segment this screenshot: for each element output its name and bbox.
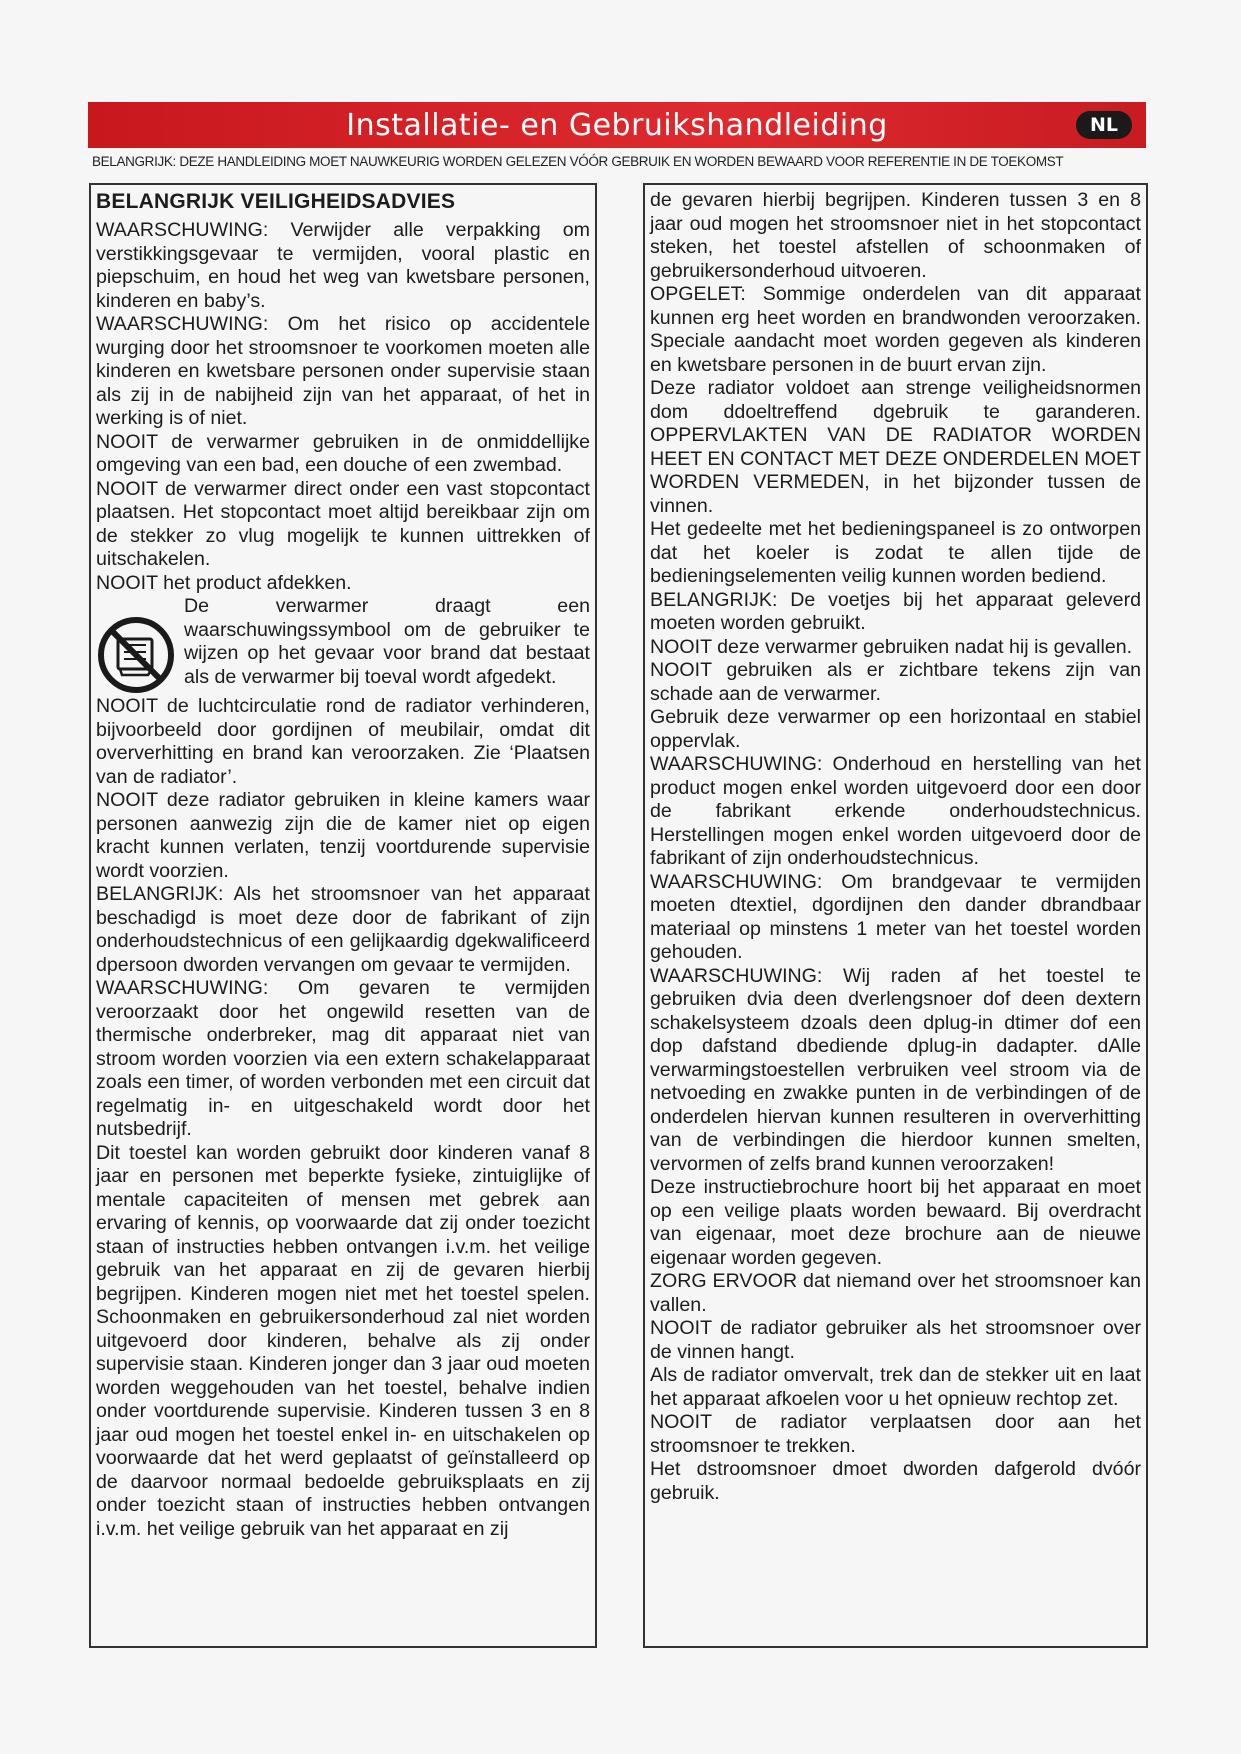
paragraph: ZORG ERVOOR dat niemand over het stroomsnoer kan vallen. bbox=[650, 1270, 1141, 1316]
paragraph: OPGELET: Sommige onderdelen van dit apparaat kunnen erg heet worden en brandwonden veroorzaken. Speciale aandacht moet worden gegeven als kinderen en kwetsbare personen in de buurt ervan zijn. bbox=[650, 283, 1141, 376]
paragraph: NOOIT de luchtcirculatie rond de radiator verhinderen, bijvoorbeeld door gordijnen of meubilair, omdat dit oververhitting en brand kan veroorzaken. Zie ‘Plaatsen van de radiator’. bbox=[96, 695, 590, 788]
paragraph: Gebruik deze verwarmer op een horizontaal en stabiel oppervlak. bbox=[650, 706, 1141, 752]
right-column bbox=[643, 183, 1148, 1648]
language-badge: NL bbox=[1076, 111, 1132, 139]
paragraph: NOOIT de radiator gebruiker als het stroomsnoer over de vinnen hangt. bbox=[650, 1317, 1141, 1363]
section-title: BELANGRIJK VEILIGHEIDSADVIES bbox=[96, 190, 456, 213]
paragraph: Als de radiator omvervalt, trek dan de stekker uit en laat het apparaat afkoelen voor u het opnieuw rechtop zet. bbox=[650, 1364, 1141, 1410]
left-column bbox=[89, 183, 597, 1648]
paragraph: WAARSCHUWING: Onderhoud en herstelling van het product mogen enkel worden uitgevoerd door een door de fabrikant erkende onderhoudstechnicus. Herstellingen mogen enkel worden uitgevoerd door de fabrikant of zijn onderhoudstechnicus. bbox=[650, 753, 1141, 869]
paragraph: NOOIT de verwarmer direct onder een vast stopcontact plaatsen. Het stopcontact moet altijd bereikbaar zijn om de stekker zo vlug mogelijk te kunnen uittrekken of uitschakelen. bbox=[96, 477, 590, 570]
warning-symbol-block bbox=[96, 595, 590, 695]
paragraph: Deze instructiebrochure hoort bij het apparaat en moet op een veilige plaats worden bewaard. Bij overdracht van eigenaar, moet deze brochure aan de nieuwe eigenaar worden gegeven. bbox=[650, 1176, 1141, 1269]
warning-symbol-text: De verwarmer draagt een waarschuwingssymbool om de gebruiker te wijzen op het gevaar voor brand dat bestaat als de verwarmer bij toeval wordt afgedekt. bbox=[184, 595, 590, 688]
paragraph: WAARSCHUWING: Om brandgevaar te vermijden moeten dtextiel, dgordijnen den dander dbrandbaar materiaal op minstens 1 meter van het toestel worden gehouden. bbox=[650, 870, 1141, 963]
important-notice: BELANGRIJK: DEZE HANDLEIDING MOET NAUWKEURIG WORDEN GELEZEN VÓÓR GEBRUIK EN WORDEN BEWAARD VOOR REFERENTIE IN DE TOEKOMST bbox=[92, 154, 1064, 169]
paragraph: NOOIT de verwarmer gebruiken in de onmiddellijke omgeving van een bad, een douche of een zwembad. bbox=[96, 430, 590, 476]
paragraph: Het dstroomsnoer dmoet dworden dafgerold dvóór gebruik. bbox=[650, 1458, 1141, 1504]
paragraph: Het gedeelte met het bedieningspaneel is zo ontworpen dat het koeler is zodat te allen tijde de bedieningselementen veilig kunnen worden bediend. bbox=[650, 518, 1141, 587]
paragraph: BELANGRIJK: De voetjes bij het apparaat geleverd moeten worden gebruikt. bbox=[650, 588, 1141, 634]
paragraph: NOOIT deze radiator gebruiken in kleine kamers waar personen aanwezig zijn die de kamer niet op eigen kracht kunnen verlaten, tenzij voortdurende supervisie wordt voorzien. bbox=[96, 789, 590, 882]
paragraph: WAARSCHUWING: Wij raden af het toestel te gebruiken dvia deen dverlengsnoer dof deen dextern schakelsysteem dzoals deen dplug-in dtimer dof een dop dafstand dbediende dplug-in dadapter. dAlle verwarmingstoestellen verbruiken veel stroom via de netvoeding en zwakke punten in de verbindingen of de onderdelen hiervan kunnen resulteren in oververhitting van de verbindingen die hierdoor kunnen smelten, vervormen of zelfs brand kunnen veroorzaken! bbox=[650, 964, 1141, 1175]
paragraph: NOOIT het product afdekken. bbox=[96, 571, 352, 594]
paragraph: NOOIT deze verwarmer gebruiken nadat hij is gevallen. bbox=[650, 635, 1133, 658]
paragraph: NOOIT de radiator verplaatsen door aan het stroomsnoer te trekken. bbox=[650, 1411, 1141, 1457]
paragraph: WAARSCHUWING: Om gevaren te vermijden veroorzaakt door het ongewild resetten van de thermische onderbreker, mag dit apparaat niet van stroom worden voorzien via een extern schakelapparaat zoals een timer, of worden verbonden met een circuit dat regelmatig in- en uitgeschakeld wordt door het nutsbedrijf. bbox=[96, 977, 590, 1140]
paragraph: Deze radiator voldoet aan strenge veiligheidsnormen dom ddoeltreffend dgebruik te garanderen. OPPERVLAKTEN VAN DE RADIATOR WORDEN HEET EN CONTACT MET DEZE ONDERDELEN MOET WORDEN VERMEDEN, in het bijzonder tussen de vinnen. bbox=[650, 377, 1141, 517]
header-bar bbox=[88, 102, 1146, 148]
paragraph: WAARSCHUWING: Om het risico op accidentele wurging door het stroomsnoer te voorkomen moeten alle kinderen en kwetsbare personen onder supervisie staan als zij in de nabijheid zijn van het apparaat, of het in werking is of niet. bbox=[96, 313, 590, 429]
paragraph: NOOIT gebruiken als er zichtbare tekens zijn van schade aan de verwarmer. bbox=[650, 659, 1141, 705]
do-not-cover-icon bbox=[96, 615, 176, 695]
paragraph: de gevaren hierbij begrijpen. Kinderen tussen 3 en 8 jaar oud mogen het stroomsnoer niet in het stopcontact steken, het toestel afstellen of schoonmaken of gebruikersonderhoud uitvoeren. bbox=[650, 189, 1141, 282]
page-title: Installatie- en Gebruikshandleiding bbox=[346, 107, 888, 143]
paragraph: Dit toestel kan worden gebruikt door kinderen vanaf 8 jaar en personen met beperkte fysieke, zintuiglijke of mentale capaciteiten of mensen met gebrek aan ervaring of kennis, op voorwaarde dat zij onder toezicht staan of instructies hebben ontvangen i.v.m. het veilige gebruik van het apparaat en zij de gevaren hierbij begrijpen. Kinderen mogen niet met het toestel spelen. Schoonmaken en gebruikersonderhoud zal niet worden uitgevoerd door kinderen, behalve als zij onder supervisie staan. Kinderen jonger dan 3 jaar oud moeten worden weggehouden van het toestel, behalve indien onder voortdurende supervisie. Kinderen tussen 3 en 8 jaar oud mogen het toestel enkel in- en uitschakelen op voorwaarde dat het werd geplaatst of geïnstalleerd op de daarvoor normaal bedoelde gebruiksplaats en zij onder toezicht staan of instructies hebben ontvangen i.v.m. het veilige gebruik van het apparaat en zij bbox=[96, 1141, 590, 1540]
paragraph: BELANGRIJK: Als het stroomsnoer van het apparaat beschadigd is moet deze door de fabrikant of zijn onderhoudstechnicus of een gelijkaardig dgekwalificeerd dpersoon dworden vervangen om gevaar te vermijden. bbox=[96, 883, 590, 976]
paragraph: WAARSCHUWING: Verwijder alle verpakking om verstikkingsgevaar te vermijden, vooral plastic en piepschuim, en houd het weg van kwetsbare personen, kinderen en baby’s. bbox=[96, 219, 590, 312]
